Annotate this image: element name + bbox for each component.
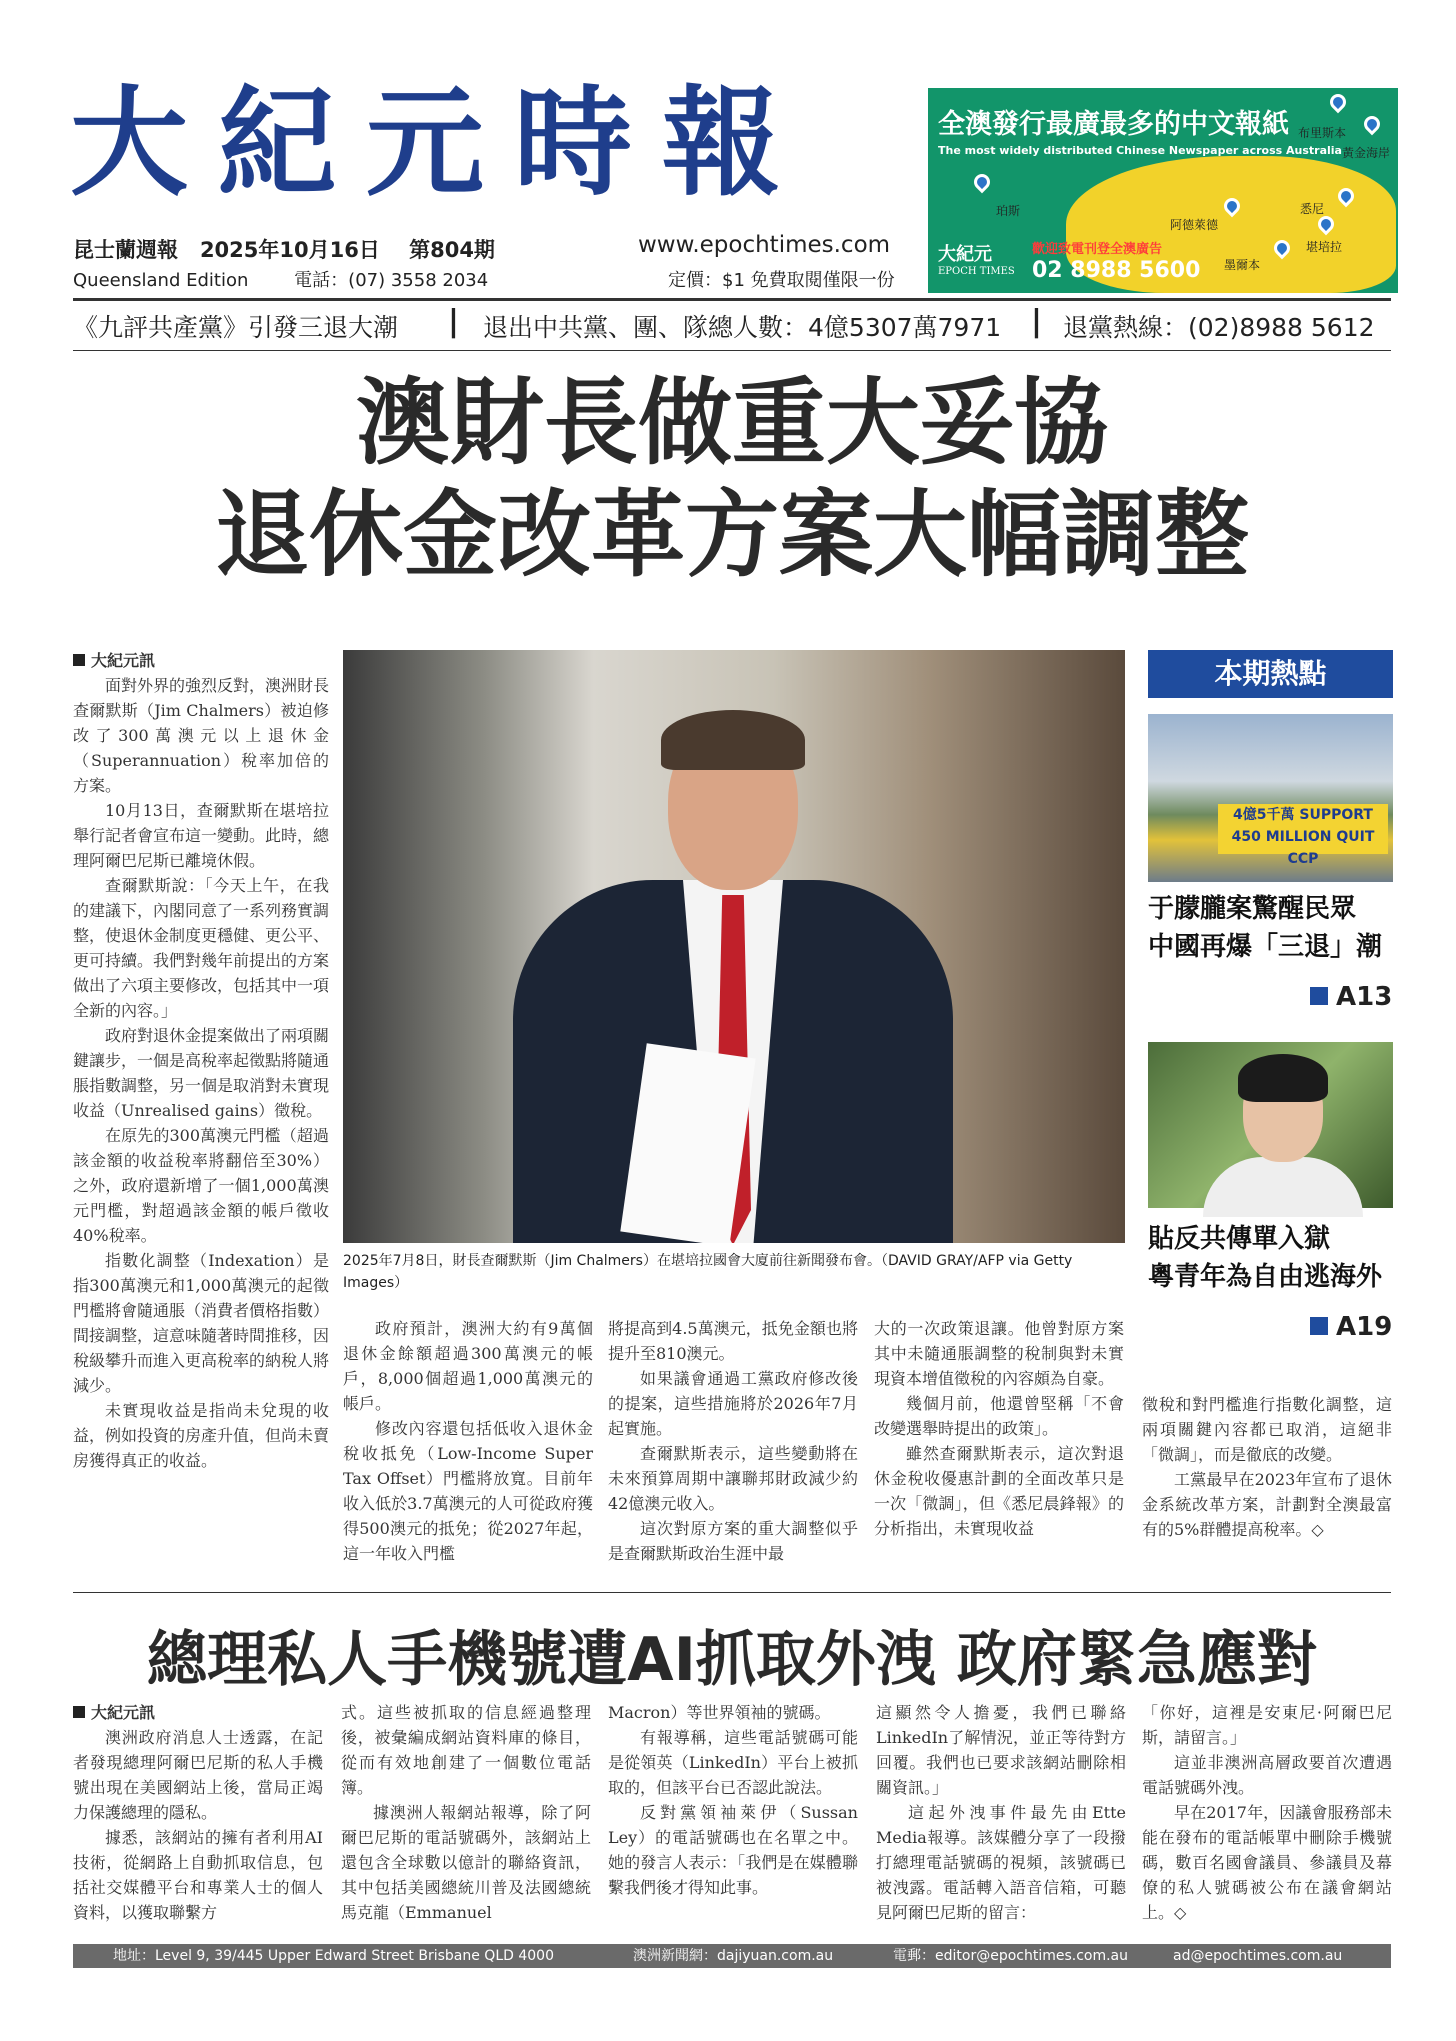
- paragraph: 「你好，這裡是安東尼·阿爾巴尼斯，請留言。」: [1142, 1703, 1392, 1747]
- second-column-4: [876, 1700, 1126, 1925]
- ad-headline: 全澳發行最廣最多的中文報紙: [938, 109, 1289, 140]
- office-phone: 電話：(07) 3558 2034: [294, 270, 489, 291]
- lead-column-1: [73, 648, 329, 1473]
- second-headline[interactable]: 總理私人手機號遭AI抓取外洩 政府緊急應對: [147, 1625, 1317, 1695]
- ad-city: 墨爾本: [1224, 258, 1261, 272]
- paragraph: 查爾默斯表示，這些變動將在未來預算周期中讓聯邦財政減少約42億澳元收入。: [608, 1444, 858, 1513]
- banner-middle: 退出中共黨、團、隊總人數：4億5307萬7971: [483, 313, 1002, 342]
- second-column-2: [341, 1700, 591, 1925]
- map-pin-icon: [1361, 113, 1384, 136]
- map-pin-icon: [1327, 91, 1350, 114]
- story-source: 大紀元訊: [73, 648, 329, 673]
- edition-en: Queensland Edition: [73, 270, 249, 291]
- second-column-5: [1142, 1700, 1392, 1925]
- paragraph: 早在2017年，因議會服務部未能在發布的電話帳單中刪除手機號碼，數百名國會議員、參議員及幕僚的私人號碼被公布在議會網站上。◇: [1142, 1803, 1392, 1922]
- banner-separator: |: [1031, 304, 1042, 339]
- ad-call-text: 歡迎致電刊登全澳廣告: [1032, 242, 1163, 257]
- ad-city: 阿德萊德: [1170, 218, 1219, 232]
- divider: [73, 1592, 1391, 1593]
- paragraph: 在原先的300萬澳元門檻（超過該金額的收益稅率將翻倍至30%）之外，政府還新增了一個1,000萬澳元門檻，對超過該金額的帳戶徵收40%稅率。: [73, 1126, 329, 1245]
- footer-editor-email[interactable]: 電郵：editor@epochtimes.com.au: [893, 1948, 1129, 1964]
- footer-news-web[interactable]: 澳洲新聞網：dajiyuan.com.au: [633, 1948, 834, 1964]
- ad-city: 黃金海岸: [1342, 146, 1391, 160]
- divider: [73, 298, 1391, 301]
- headline-line: 貼反共傳單入獄: [1148, 1224, 1331, 1254]
- ad-city: 悉尼: [1300, 202, 1325, 216]
- map-pin-icon: [971, 171, 994, 194]
- edition-line: [73, 234, 495, 264]
- ad-subline: The most widely distributed Chinese Newspaper across Australia: [938, 144, 1342, 157]
- paragraph: 澳洲政府消息人士透露，在記者發現總理阿爾巴尼斯的私人手機號出現在美國網站上後，當局正竭力保護總理的隱私。: [73, 1728, 323, 1822]
- paragraph: 政府對退休金提案做出了兩項關鍵讓步，一個是高稅率起徵點將隨通脹指數調整，另一個是取消對未實現收益（Unrealised gains）徵稅。: [73, 1026, 330, 1120]
- paragraph: 10月13日，查爾默斯在堪培拉舉行記者會宣布這一變動。此時，總理阿爾巴尼斯已離境休假。: [73, 801, 330, 870]
- issue-date: 2025年10月16日: [199, 238, 380, 262]
- paragraph: 查爾默斯說：「今天上午，在我的建議下，內閣同意了一系列務實調整，使退休金制度更穩健、更公平、更可持續。我們對幾年前提出的方案做出了六項主要修改，包括其中一項全新的內容。」: [73, 876, 330, 1020]
- story-source: 大紀元訊: [73, 1700, 323, 1725]
- footer-bar: [73, 1944, 1391, 1968]
- paragraph: 雖然查爾默斯表示，這次對退休金稅收優惠計劃的全面改革只是一次「微調」，但《悉尼晨鋒報》的分析指出，未實現收益: [874, 1444, 1124, 1538]
- paragraph: 這起外洩事件最先由Ette Media報導。該媒體分享了一段撥打總理電話號碼的視頻，該號碼已被洩露。電話轉入語音信箱，可聽見阿爾巴尼斯的留言：: [876, 1803, 1126, 1922]
- lead-column-4: [874, 1316, 1124, 1541]
- masthead-logo: 大紀元時報: [70, 73, 811, 212]
- hot-topic-1-page-ref[interactable]: A13: [1310, 982, 1392, 1012]
- ad-logo: 大紀元: [938, 244, 992, 265]
- second-column-3: [608, 1700, 858, 1900]
- photo-shoulders: [1203, 1157, 1363, 1217]
- paragraph: 未實現收益是指尚未兌現的收益，例如投資的房產升值，但尚未賣房獲得真正的收益。: [73, 1401, 330, 1470]
- hot-topics-title: 本期熱點: [1148, 650, 1393, 698]
- paragraph: 如果議會通過工黨政府修改後的提案，這些措施將於2026年7月起實施。: [608, 1369, 858, 1438]
- paragraph: Macron）等世界領袖的號碼。: [608, 1703, 831, 1722]
- lead-headline-line2: 退休金改革方案大幅調整: [214, 481, 1249, 590]
- footer-ad-email[interactable]: ad@epochtimes.com.au: [1173, 1948, 1343, 1964]
- edition-line-2: [73, 266, 488, 292]
- hot-topic-1-headline[interactable]: [1148, 890, 1398, 966]
- edition-name: 昆士蘭週報: [73, 238, 178, 262]
- hot-topic-2-headline[interactable]: [1148, 1220, 1398, 1296]
- ad-logo-en: EPOCH TIMES: [938, 266, 1015, 277]
- ad-phone[interactable]: 02 8988 5600: [1032, 258, 1201, 283]
- website-url[interactable]: www.epochtimes.com: [638, 232, 891, 258]
- paragraph: 這次對原方案的重大調整似乎是查爾默斯政治生涯中最: [608, 1519, 858, 1563]
- headline-line: 中國再爆「三退」潮: [1148, 932, 1383, 962]
- lead-headline[interactable]: [73, 368, 1391, 592]
- quit-ccp-banner: [73, 306, 1391, 346]
- divider: [73, 350, 1391, 351]
- banner-left: 《九評共產黨》引發三退大潮: [73, 313, 399, 342]
- paragraph: 將提高到4.5萬澳元，抵免金額也將提升至810澳元。: [608, 1319, 858, 1363]
- paragraph: 幾個月前，他還曾堅稱「不會改變選舉時提出的政策」。: [874, 1394, 1124, 1438]
- photo-hair: [1238, 1054, 1328, 1102]
- issue-number: 第804期: [409, 238, 495, 262]
- paragraph: 大的一次政策退讓。他曾對原方案其中未隨通脹調整的稅制與對未實現資本增值徵稅的內容頗為自豪。: [874, 1319, 1124, 1388]
- banner-right: 退黨熱線：(02)8988 5612: [1063, 313, 1375, 342]
- paragraph: 據悉，該網站的擁有者利用AI技術，從網路上自動抓取信息，包括社交媒體平台和專業人士的個人資料，以獲取聯繫方: [73, 1828, 323, 1922]
- paragraph: 政府預計，澳洲大約有9萬個退休金餘額超過300萬澳元的帳戶，8,000個超過1,000萬澳元的帳戶。: [343, 1319, 593, 1413]
- ad-city: 堪培拉: [1306, 240, 1343, 254]
- protest-banner: 4億5千萬 SUPPORT 450 MILLION QUIT CCP: [1218, 804, 1388, 854]
- headline-line: 于朦朧案驚醒民眾: [1148, 894, 1357, 924]
- paragraph: 工黨最早在2023年宣布了退休金系統改革方案，計劃對全澳最富有的5%群體提高稅率。◇: [1142, 1470, 1392, 1539]
- paragraph: 式。這些被抓取的信息經過整理後，被彙編成網站資料庫的條目，從而有效地創建了一個數位電話簿。: [341, 1703, 591, 1797]
- lead-column-3: [608, 1316, 858, 1566]
- advert-banner[interactable]: [928, 88, 1398, 293]
- headline-line: 粵青年為自由逃海外: [1148, 1262, 1383, 1292]
- paragraph: 這顯然令人擔憂，我們已聯絡LinkedIn了解情況，並正等待對方回覆。我們也已要求該網站刪除相關資訊。」: [876, 1703, 1126, 1797]
- paragraph: 反對黨領袖萊伊（Sussan Ley）的電話號碼也在名單之中。她的發言人表示：「我們是在媒體聯繫我們後才得知此事。: [608, 1803, 858, 1897]
- photo-caption: 2025年7月8日，財長查爾默斯（Jim Chalmers）在堪培拉國會大廈前往新聞發布會。（DAVID GRAY/AFP via Getty Images）: [343, 1253, 1073, 1291]
- second-column-1: [73, 1700, 323, 1925]
- photo-hair: [661, 710, 805, 770]
- paragraph: 指數化調整（Indexation）是指300萬澳元和1,000萬澳元的起徵門檻將會隨通脹（消費者價格指數）間接調整，這意味隨著時間推移，因稅級攀升而進入更高稅率的納稅人將減少。: [73, 1251, 330, 1395]
- lead-column-5: [1142, 1392, 1392, 1542]
- paragraph: 據澳洲人報網站報導，除了阿爾巴尼斯的電話號碼外，該網站上還包含全球數以億計的聯絡資訊，其中包括美國總統川普及法國總統馬克龍（Emmanuel: [341, 1803, 591, 1922]
- lead-photo[interactable]: [343, 650, 1125, 1243]
- hot-topic-2-page-ref[interactable]: A19: [1310, 1312, 1392, 1342]
- paragraph: 這並非澳洲高層政要首次遭遇電話號碼外洩。: [1142, 1753, 1392, 1797]
- hot-topic-2-photo[interactable]: [1148, 1042, 1393, 1208]
- price-note: 定價：$1 免費取閱僅限一份: [668, 270, 895, 291]
- lead-headline-line1: 澳財長做重大妥協: [355, 369, 1108, 478]
- hot-topic-1-photo[interactable]: [1148, 714, 1393, 882]
- ad-city: 珀斯: [996, 204, 1021, 218]
- paragraph: 修改內容還包括低收入退休金稅收抵免（Low-Income Super Tax Offset）門檻將放寬。目前年收入低於3.7萬澳元的人可從政府獲得500澳元的抵免；從2027年起，這一年收入門檻: [343, 1419, 593, 1563]
- paragraph: 有報導稱，這些電話號碼可能是從領英（LinkedIn）平台上被抓取的，但該平台已否認此說法。: [608, 1728, 858, 1797]
- paragraph: 面對外界的強烈反對，澳洲財長查爾默斯（Jim Chalmers）被迫修改了300萬澳元以上退休金（Superannuation）稅率加倍的方案。: [73, 676, 330, 795]
- paragraph: 徵稅和對門檻進行指數化調整，這兩項關鍵內容都已取消，這絕非「微調」，而是徹底的改變。: [1142, 1395, 1392, 1464]
- banner-separator: |: [448, 304, 459, 339]
- lead-column-2: [343, 1316, 593, 1566]
- footer-address: 地址：Level 9, 39/445 Upper Edward Street Brisbane QLD 4000: [113, 1948, 554, 1964]
- ad-city: 布里斯本: [1298, 126, 1347, 140]
